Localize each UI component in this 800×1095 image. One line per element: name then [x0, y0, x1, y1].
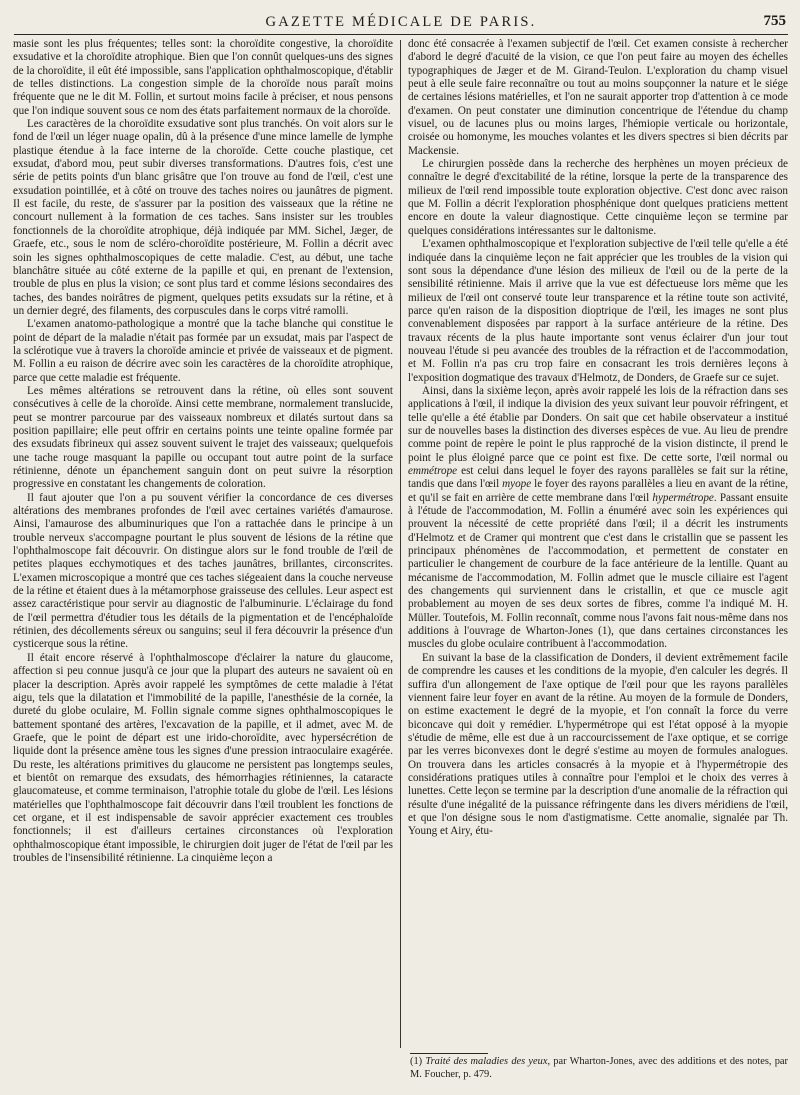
paragraph: donc été consacrée à l'examen subjectif de l'œil. Cet examen consiste à rechercher d'abord le degré d'acuité de la vision, ce que l'on peut faire au moyen des échelles typographiques de Jæger et de M. Girand-Teulon. L'exploration du champ visuel peut à elle seule faire reconnaître ou tout au moins soupçonner la nature et le siége de certaines lésions matérielles, et l'on ne saurait apporter trop d'attention à ce mode d'examen. On peut constater une diminution concentrique de l'étendue du champ visuel, ou de lacunes plus ou moins larges, l'hémiopie verticale ou horizontale, croisée ou homonyme, les mouches volantes et les divers spectres si bien décrits par Mackensie. — [408, 38, 788, 157]
footnote-rule — [410, 1053, 488, 1054]
paragraph: Il était encore réservé à l'ophthalmoscope d'éclairer la nature du glaucome, affection si peu connue jusqu'à ce jour que la plupart des auteurs ne savaient où en placer la description. Après avoir rappelé les symptômes de cette maladie à l'état aigu, tels que la dilatation et l'immobilité de la papille, l'anesthésie de la cornée, la dureté du globe oculaire, M. Follin signale comme signes ophthalmoscopiques le battement spontané des artères, l'excavation de la papille, et il admet, avec M. de Graefe, que le point de départ est une irido-choroïdite, avec hypersécrétion de liquide dont la présence amène tous les signes d'une pression intraoculaire exagérée. Du reste, les altérations primitives du glaucome ne persistent pas longtemps seules, et bientôt on remarque des exsudats, des hémorrhagies rétiniennes, la cataracte glaucomateuse, et comme terminaison, l'atrophie totale du globe de l'œil. Les lésions matérielles que l'ophthalmoscope fait découvrir dans l'œil troublent les fonctions de cet organe, et il est indispensable de savoir apprécier exactement ces troubles fonctionnels; il est d'ailleurs certaines circonstances où l'exploration ophthalmoscopique étant impossible, le chirurgien doit juger de l'état de l'œil par les troubles de l'insensibilité rétinienne. La cinquième leçon a — [13, 651, 393, 864]
paragraph: Les caractères de la choroïdite exsudative sont plus tranchés. On voit alors sur le fond de l'œil un léger nuage opalin, dû à la présence d'une mince lamelle de lymphe plastique étendue à la face interne de la choroïde. Cette couche plastique, cet exsudat, d'abord mou, peut subir diverses transformations. D'autres fois, c'est une série de petits points d'un blanc grisâtre que l'on trouve au fond de l'œil, c'est une exsudation pointillée, et à côté on trouve des taches noires ou jaunâtres de pigment. Il est facile, du reste, de s'assurer par la position des vaisseaux que la rétine ne concourt nullement à la formation de ces taches. Sans insister sur les troubles fonctionnels de la choroïdite atrophique, déjà indiquée par MM. Sichel, Jæger, de Graefe, etc., sous le nom de scléro-choroïdite postérieure, M. Follin a décrit avec soin les signes ophthalmoscopiques de cette maladie. C'est, au début, une tache blanchâtre située au côté externe de la papille et qui, en prenant de l'extension, trouble de plus en plus la vision; ce sont plus tard et comme lésions secondaires des taches, des bandes noirâtres de pigment, quelques petits exsudats sur la rétine, et à un dernier degré, des filaments, des corpuscules dans le corps vitré ramolli. — [13, 118, 393, 317]
column-divider — [400, 40, 401, 1048]
paragraph: Le chirurgien possède dans la recherche des herphènes un moyen précieux de connaître le degré d'excitabilité de la rétine, lorsque la perte de la transparence des milieux de l'œil rend impossible toute exploration objective. C'est donc avec raison que M. Follin a décrit l'exploration phosphénique dont quelques praticiens mettent encore en doute la valeur diagnostique. Cette cinquième leçon se termine par quelques considérations intéressantes sur le daltonisme. — [408, 158, 788, 237]
right-column — [408, 38, 788, 839]
paragraph: En suivant la base de la classification de Donders, il devient extrêmement facile de comprendre les causes et les conditions de la myopie, d'en calculer les degrés. Il suffira d'un allongement de l'axe optique de l'œil pour que les rayons parallèles viennent faire leur foyer en avant de la rétine. Au moyen de la formule de Donders, on estime exactement le degré de la myopie, et l'on connaît la force du verre biconcave qui doit y remédier. L'hypermétrope qui est l'état opposé à la myopie s'étudie de même, elle est due à un raccourcissement de l'axe optique, et se corrige par les verres biconvexes dont le degré s'estime au moyen de formules analogues. On trouvera dans les articles consacrés à la myopie et à l'hypermétropie des considérations pratiques utiles à connaître pour l'emploi et le choix des verres à lunettes. Cette leçon se termine par la description d'une anomalie de la réfraction qui résulte d'une inégalité de la puissance réfringente dans les divers méridiens de l'œil, et que l'on désigne sous le nom d'astigmatisme. Cette anomalie, signalée par Th. Young et Airy, étu- — [408, 651, 788, 838]
footnote: (1) Traité des maladies des yeux, par Wharton-Jones, avec des additions et des notes, par M. Foucher, p. 479. — [410, 1056, 788, 1080]
paragraph: Ainsi, dans la sixième leçon, après avoir rappelé les lois de la réfraction dans ses applications à l'œil, il indique la division des yeux suivant leur pouvoir réfringent, et telle qu'elle a été établie par Donders. On sait que cet habile observateur a institué sur de nouvelles bases la distinction des diverses espèces de vue. Au lieu de prendre comme point de repère le point le plus rapproché de la vision distincte, il prend le point le plus éloigné parce que ce point est fixe. De cette sorte, l'œil normal ou emmétrope est celui dans lequel le foyer des rayons parallèles se fait sur la rétine, tandis que dans l'œil myope le foyer des rayons parallèles a lieu en avant de la rétine, et qu'il se fait en arrière de cette membrane dans l'œil hypermétrope. Passant ensuite à l'étude de l'accommodation, M. Follin a énuméré avec soin les expériences qui prouvent la nécessité de cette propriété dans l'œil; il a décrit les instruments d'Helmotz et de Cramer qui montrent que c'est dans le cristallin que se passent les principaux phénomènes de l'accommodation, et permettent de constater en particulier le changement de courbure de la face antérieure de la lentille. Quant au mécanisme de l'accommodation, M. Follin admet que le muscle ciliaire est l'agent des changements qui surviennent dans le cristallin, et que ce muscle agit probablement au moyen de ses deux sortes de fibres, comme l'a indiqué M. H. Müller. Toutefois, M. Follin reconnaît, comme nous l'avons fait nous-même dans nos additions à l'ouvrage de Wharton-Jones (1), que dans certaines circonstances les muscles du globe oculaire contribuent à l'accommodation. — [408, 384, 789, 651]
left-column — [13, 38, 393, 865]
page-number: 755 — [763, 13, 786, 29]
paragraph: masie sont les plus fréquentes; telles sont: la choroïdite congestive, la choroïdite exsudative et la choroïdite atrophique. Bien que l'on connût quelques-uns des signes de la choroïdite, il eût été impossible, sans l'application ophthalmoscopique, d'établir de telles distinctions. La congestion simple de la choroïde nous paraît moins fréquente que ne le dit M. Follin, et surtout moins facile à préciser, et nous pensons que l'on indique souvent sous ce nom des états parfaitement normaux de la choroïde. — [13, 38, 393, 117]
journal-title: GAZETTE MÉDICALE DE PARIS. — [265, 14, 537, 30]
paragraph: L'examen anatomo-pathologique a montré que la tache blanche qui constitue le point de départ de la maladie n'était pas formée par un exsudat, mais par l'aspect de la sclérotique vue à travers la choroïde amincie et privée de vaisseaux et de pigment. M. Follin a eu raison de décrire avec soin les caractères de la choroïdite atrophique, parce que cette maladie est fréquente. — [13, 318, 393, 384]
running-header — [14, 12, 788, 35]
paragraph: Les mêmes altérations se retrouvent dans la rétine, où elles sont souvent consécutives à celle de la choroïde. Ainsi cette membrane, normalement translucide, peut se montrer parcourue par des vaisseaux nombreux et dilatés surtout dans sa position papillaire; elle peut offrir en certains points une teinte opaline formée par des exsudats fibrineux qui assez souvent suivent le trajet des vaisseaux; quelquefois une tache rouge masquant la papille ou occupant tout autre point de la surface rétinienne, dénote un épanchement sanguin dont on peut suivre la résorption progressive en constatant les changements de coloration. — [13, 384, 393, 491]
paragraph: Il faut ajouter que l'on a pu souvent vérifier la concordance de ces diverses altérations des membranes profondes de l'œil avec certaines variétés d'amaurose. Ainsi, l'amaurose des albuminuriques que l'on a rattachée dans le principe à un trouble nerveux s'accompagne pourtant le plus souvent de lésions de la rétine que l'ophthalmoscope fait découvrir. On distingue alors sur le fond trouble de l'œil de petites plaques ecchymotiques et des taches jaunâtres, brillantes, circonscrites. L'examen microscopique a montré que ces taches siégeaient dans la couche nerveuse de la rétine et étaient dues à la métamorphose graisseuse des cellules. Leur aspect est assez caractéristique pour servir au diagnostic de l'albuminurie. L'éclairage du fond de l'œil permettra d'étudier tous les détails de la pigmentation et de l'encéphaloïde rétinien, des décollements séreux ou sanguins; seul il fera découvrir la présence d'un cysticerque sous la rétine. — [13, 491, 393, 651]
paragraph: L'examen ophthalmoscopique et l'exploration subjective de l'œil telle qu'elle a été indiquée dans la cinquième leçon ne fait apprécier que les troubles de la vision qui sont sous la dépendance d'une lésion des milieux de l'œil ou de la perte de la sensibilité rétinienne. Mais il arrive que la vue est défectueuse lors même que les milieux de l'œil ont conservé toute leur transparence et la rétine toute son activité, parce qu'en raison de la disposition dioptrique de l'œil, les images ne sont plus convenablement disposées par rapport à la surface antérieure de la rétine. Des travaux récents de la plus haute importante sont venus éclairer d'un jour tout nouveau l'étude si peu avancée des troubles de la réfraction et de l'accommodation, et M. Follin n'a pas cru trop faire en consacrant les trois dernières leçons à l'exposition dogmatique des travaux d'Helmotz, de Donders, de Graefe sur ce sujet. — [408, 238, 788, 384]
